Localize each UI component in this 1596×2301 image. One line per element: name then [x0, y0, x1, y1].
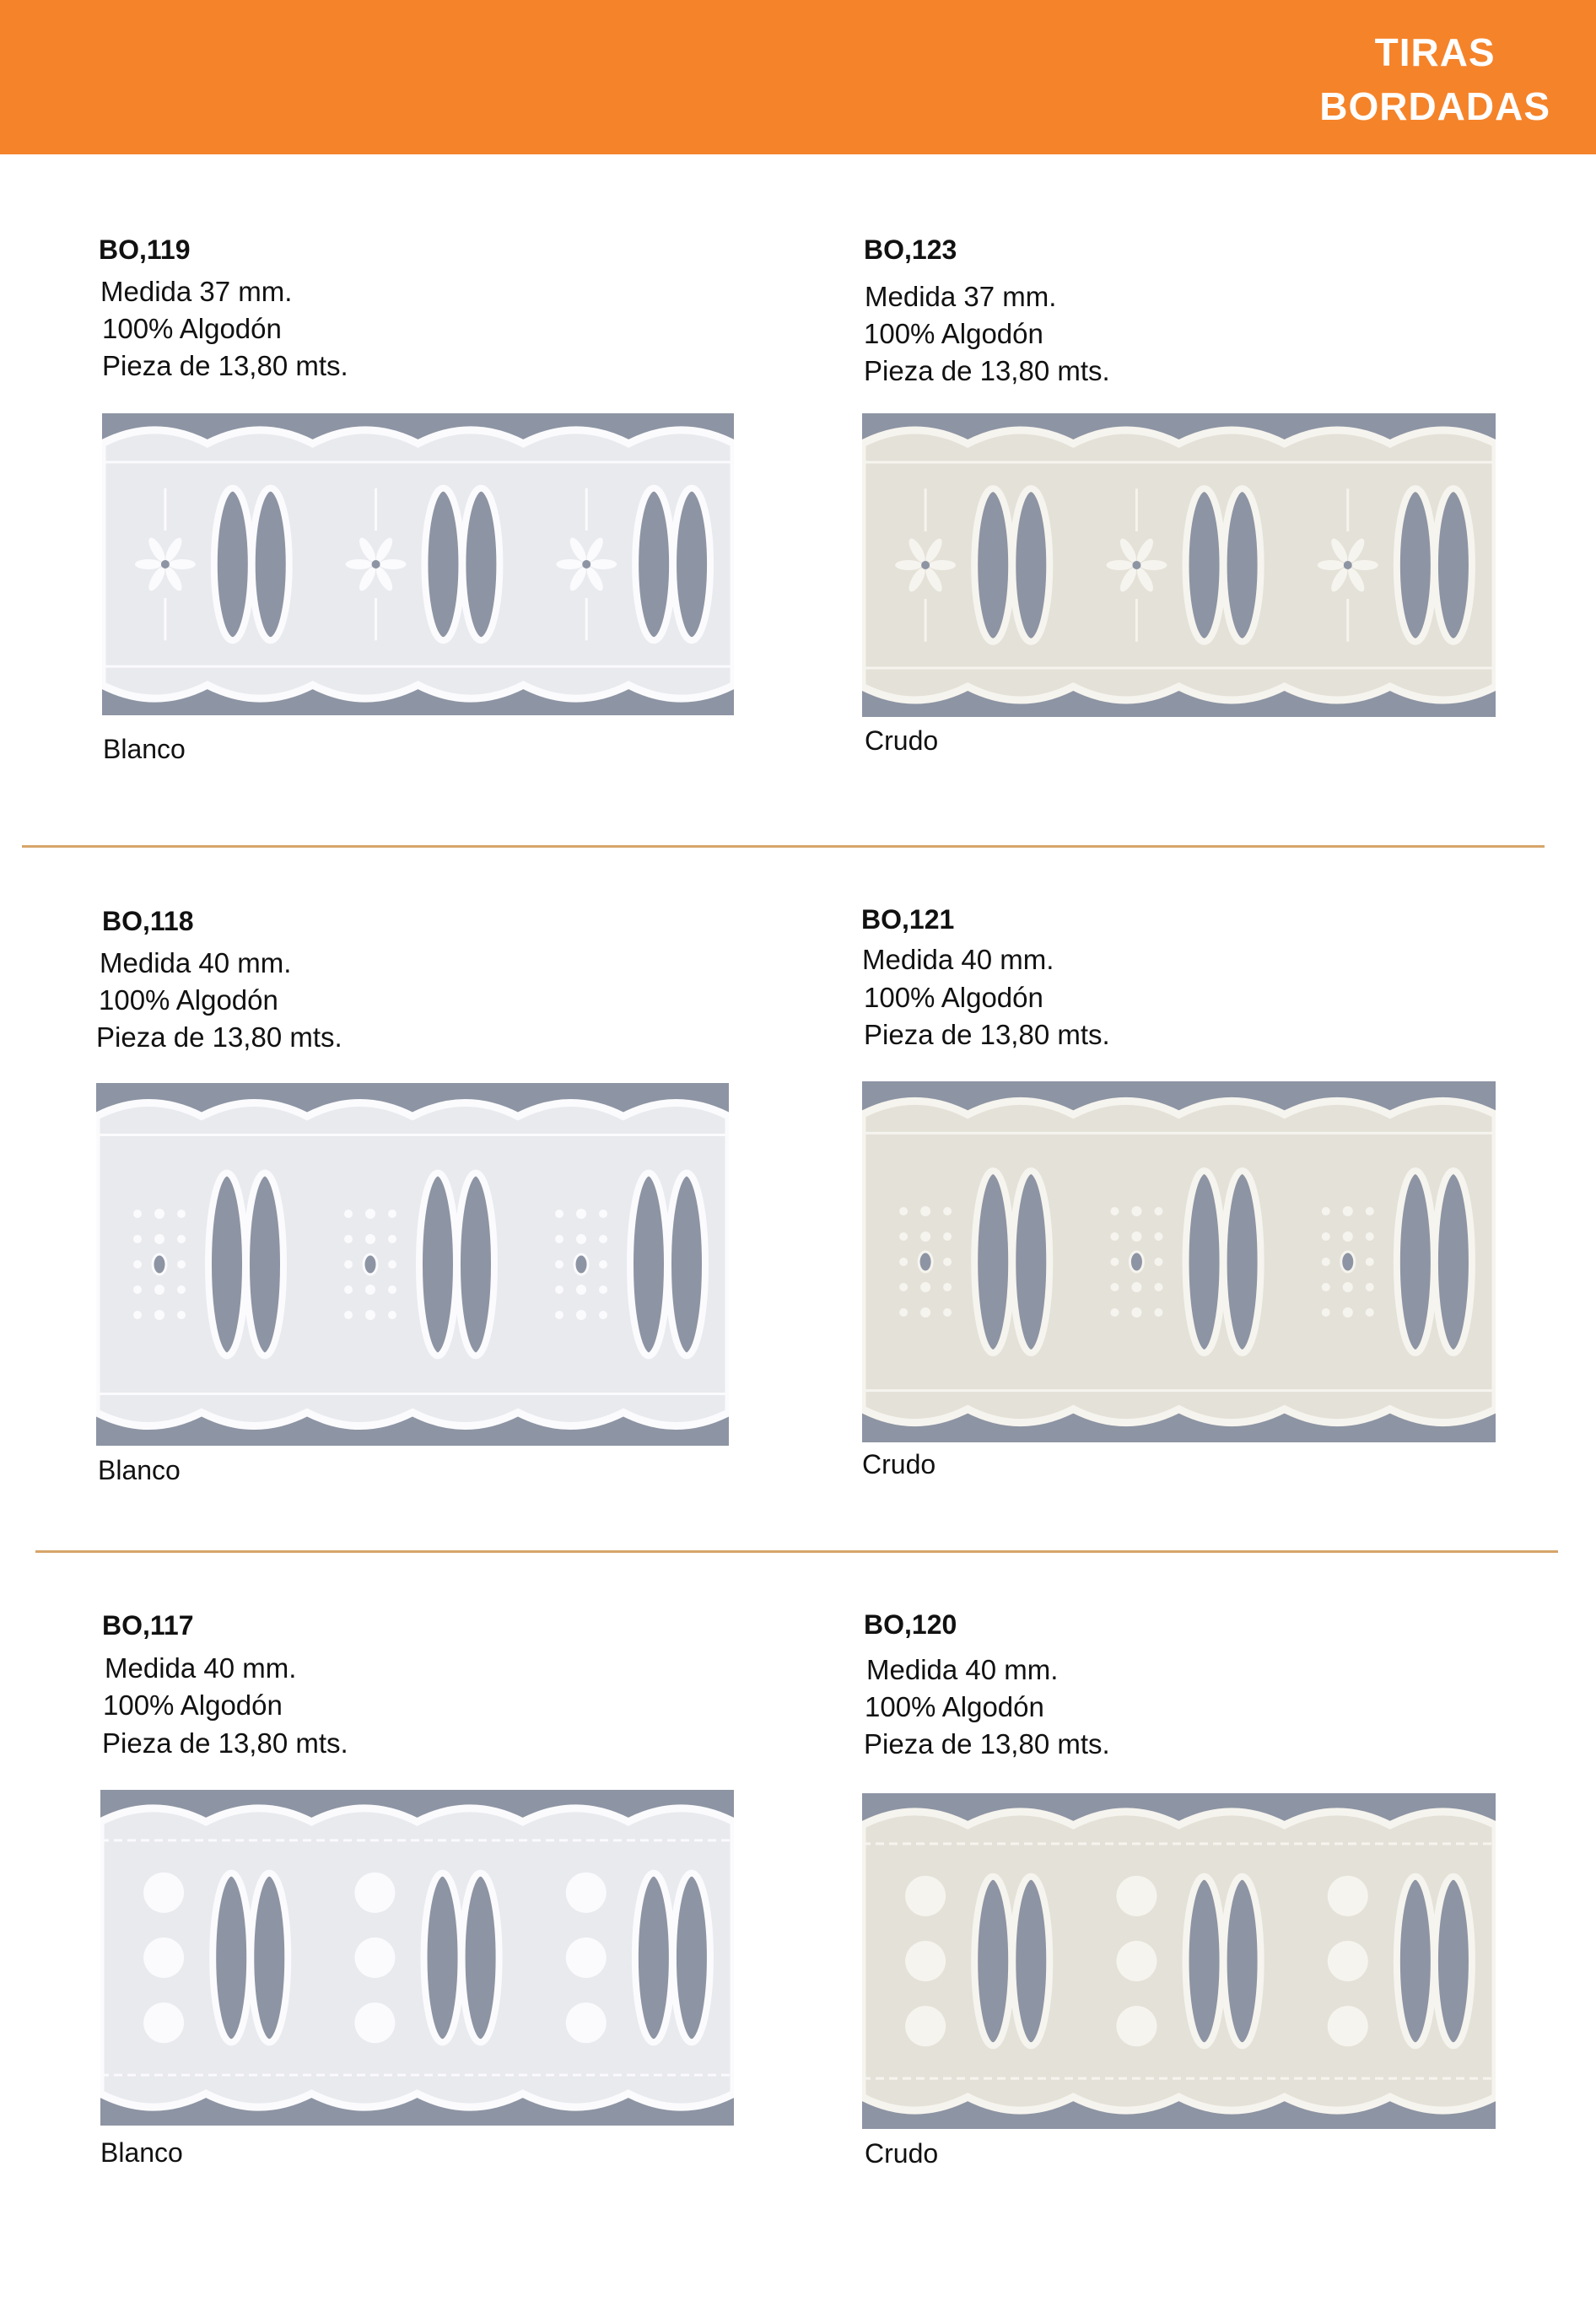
product-code: BO,118 [102, 906, 194, 936]
product-pieza: Pieza de 13,80 mts. [864, 1728, 1110, 1759]
product-swatch-image [102, 413, 734, 715]
product-swatch-image [96, 1083, 729, 1446]
section-divider [35, 1550, 1558, 1553]
product-material: 100% Algodón [864, 982, 1043, 1013]
product-code: BO,123 [864, 234, 957, 265]
product-medida: Medida 37 mm. [100, 276, 293, 307]
header-title-line2: BORDADAS [1319, 84, 1550, 128]
product-color: Crudo [865, 2138, 939, 2169]
product-material: 100% Algodón [865, 1691, 1044, 1722]
product-code: BO,117 [102, 1610, 194, 1641]
product-pieza: Pieza de 13,80 mts. [864, 1019, 1110, 1050]
product-color: Crudo [862, 1449, 936, 1479]
product-medida: Medida 40 mm. [100, 947, 292, 978]
product-medida: Medida 40 mm. [105, 1652, 297, 1684]
product-medida: Medida 40 mm. [862, 944, 1054, 975]
section-divider [22, 845, 1545, 848]
product-medida: Medida 40 mm. [866, 1654, 1059, 1685]
product-medida: Medida 37 mm. [865, 281, 1057, 312]
product-material: 100% Algodón [103, 1689, 283, 1721]
product-pieza: Pieza de 13,80 mts. [102, 1727, 348, 1759]
product-material: 100% Algodón [864, 318, 1043, 349]
product-color: Blanco [100, 2137, 183, 2168]
header-title-line1: TIRAS [1374, 30, 1496, 74]
product-code: BO,121 [861, 904, 955, 935]
product-swatch-image [862, 413, 1496, 717]
product-code: BO,120 [864, 1609, 957, 1640]
product-pieza: Pieza de 13,80 mts. [102, 350, 348, 381]
product-material: 100% Algodón [99, 984, 278, 1016]
product-code: BO,119 [99, 234, 191, 265]
product-swatch-image [100, 1790, 734, 2126]
product-pieza: Pieza de 13,80 mts. [864, 355, 1110, 386]
header-title [1319, 25, 1550, 133]
product-color: Blanco [98, 1455, 181, 1485]
product-pieza: Pieza de 13,80 mts. [96, 1021, 342, 1053]
product-material: 100% Algodón [102, 313, 282, 344]
product-color: Blanco [103, 734, 186, 764]
product-swatch-image [862, 1081, 1496, 1442]
page-header [0, 0, 1596, 154]
product-color: Crudo [865, 725, 939, 756]
product-swatch-image [862, 1793, 1496, 2129]
